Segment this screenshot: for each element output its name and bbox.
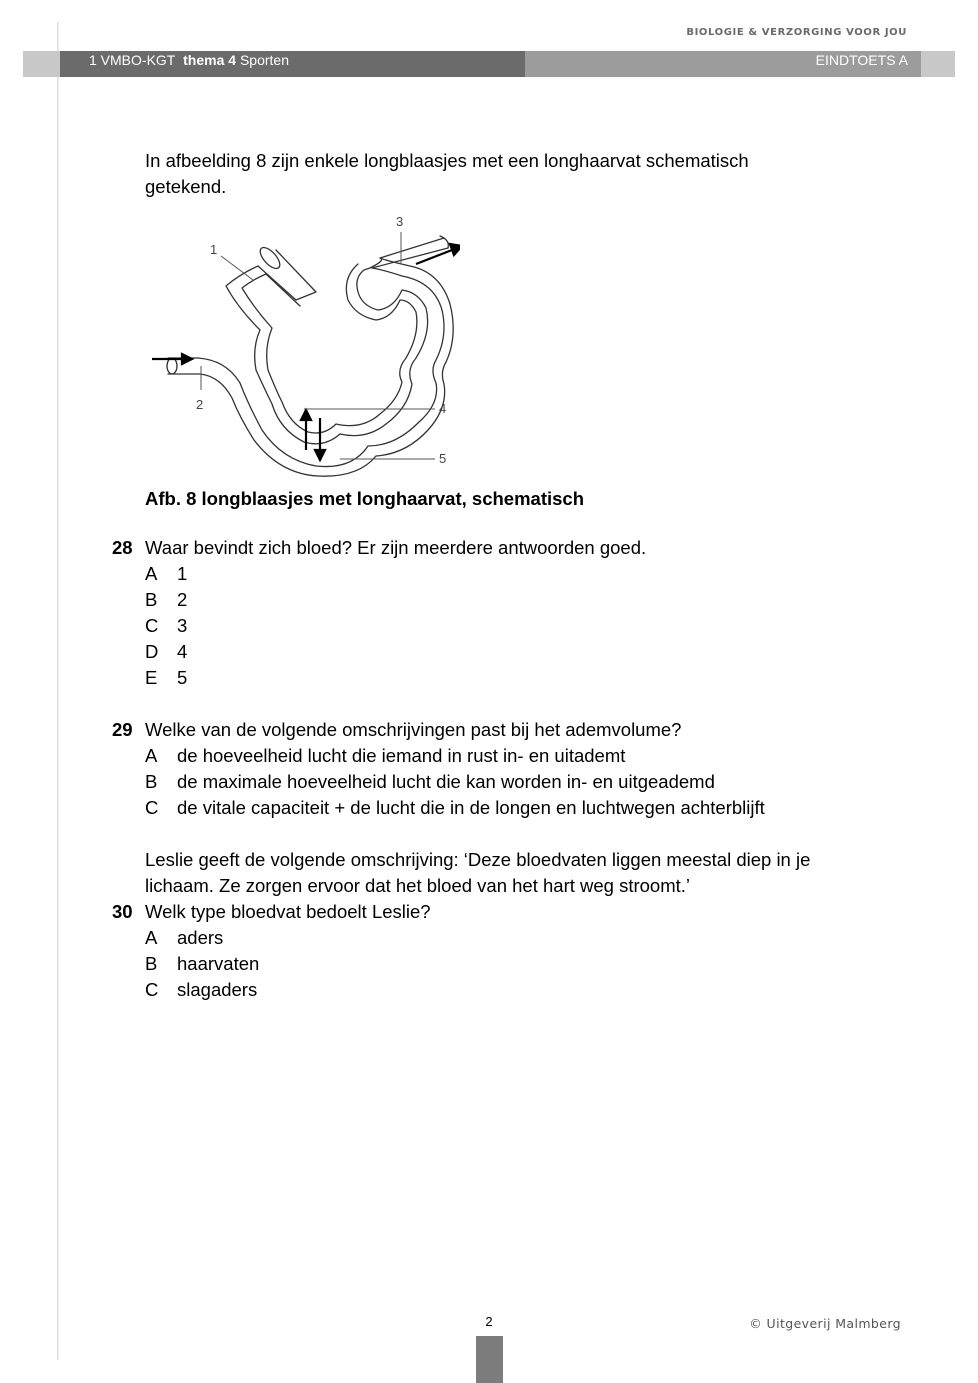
capillary-inner	[168, 238, 453, 476]
copyright: © Uitgeverij Malmberg	[749, 1316, 901, 1331]
answer-option[interactable]	[145, 977, 257, 1003]
figure-label-2: 2	[196, 397, 204, 412]
figure-label-3: 3	[396, 214, 404, 229]
option-text: de hoeveelheid lucht die iemand in rust in- en uitademt	[177, 745, 626, 766]
option-text: 1	[177, 563, 188, 584]
header-theme-name: Sporten	[239, 52, 289, 68]
option-text: haarvaten	[177, 953, 260, 974]
option-text: aders	[177, 927, 224, 948]
option-letter: A	[145, 563, 158, 584]
answer-option[interactable]	[145, 613, 187, 639]
answer-option[interactable]	[145, 561, 187, 587]
option-letter: B	[145, 771, 158, 792]
header-course	[89, 52, 289, 68]
question-text: Welk type bloedvat bedoelt Leslie?	[145, 901, 431, 922]
figure-caption: Afb. 8 longblaasjes met longhaarvat, schematisch	[145, 488, 584, 509]
question-context-line-1: Leslie geeft de volgende omschrijving: ‘Deze bloedvaten liggen meestal diep in je	[145, 849, 811, 870]
option-letter: A	[145, 927, 158, 948]
page-tab	[476, 1336, 503, 1383]
option-text: 4	[177, 641, 188, 662]
option-letter: B	[145, 953, 158, 974]
option-text: 5	[177, 667, 188, 688]
alveoli-diagram	[140, 208, 460, 478]
question-text: Welke van de volgende omschrijvingen past bij het ademvolume?	[145, 719, 682, 740]
intro-line-1: In afbeelding 8 zijn enkele longblaasjes met een longhaarvat schematisch	[145, 150, 749, 171]
option-letter: C	[145, 797, 159, 818]
page-edge-shadow	[57, 22, 59, 1360]
brand-title: BIOLOGIE & VERZORGING VOOR JOU	[686, 27, 907, 38]
option-letter: A	[145, 745, 158, 766]
option-letter: C	[145, 615, 159, 636]
question-context-line-2: lichaam. Ze zorgen ervoor dat het bloed van het hart weg stroomt.’	[145, 875, 691, 896]
answer-option[interactable]	[145, 743, 625, 769]
figure-label-5: 5	[439, 451, 447, 466]
intro-line-2: getekend.	[145, 176, 227, 197]
answer-option[interactable]	[145, 925, 223, 951]
page-number: 2	[485, 1314, 493, 1329]
figure-label-4: 4	[439, 401, 447, 416]
question-number: 30	[112, 901, 133, 922]
alveolus-inner	[242, 264, 417, 433]
question-text: Waar bevindt zich bloed? Er zijn meerdere antwoorden goed.	[145, 537, 647, 558]
answer-option[interactable]	[145, 639, 187, 665]
alveolus-outer	[226, 258, 428, 444]
answer-option[interactable]	[145, 795, 765, 821]
option-letter: B	[145, 589, 158, 610]
answer-option[interactable]	[145, 769, 715, 795]
answer-option[interactable]	[145, 665, 187, 691]
answer-option[interactable]	[145, 587, 187, 613]
answer-option[interactable]	[145, 951, 259, 977]
option-text: 2	[177, 589, 188, 610]
option-letter: C	[145, 979, 159, 1000]
option-letter: E	[145, 667, 158, 688]
figure-label-1: 1	[210, 242, 218, 257]
question-number: 28	[112, 537, 133, 558]
header-test-name: EINDTOETS A	[815, 52, 908, 68]
question-number: 29	[112, 719, 133, 740]
option-text: de maximale hoeveelheid lucht die kan worden in- en uitgeademd	[177, 771, 715, 792]
option-text: slagaders	[177, 979, 258, 1000]
header-theme-label: thema 4	[183, 52, 237, 68]
option-text: de vitale capaciteit + de lucht die in de longen en luchtwegen achterblijft	[177, 797, 765, 818]
option-letter: D	[145, 641, 159, 662]
option-text: 3	[177, 615, 188, 636]
header-level: 1 VMBO-KGT	[89, 52, 176, 68]
